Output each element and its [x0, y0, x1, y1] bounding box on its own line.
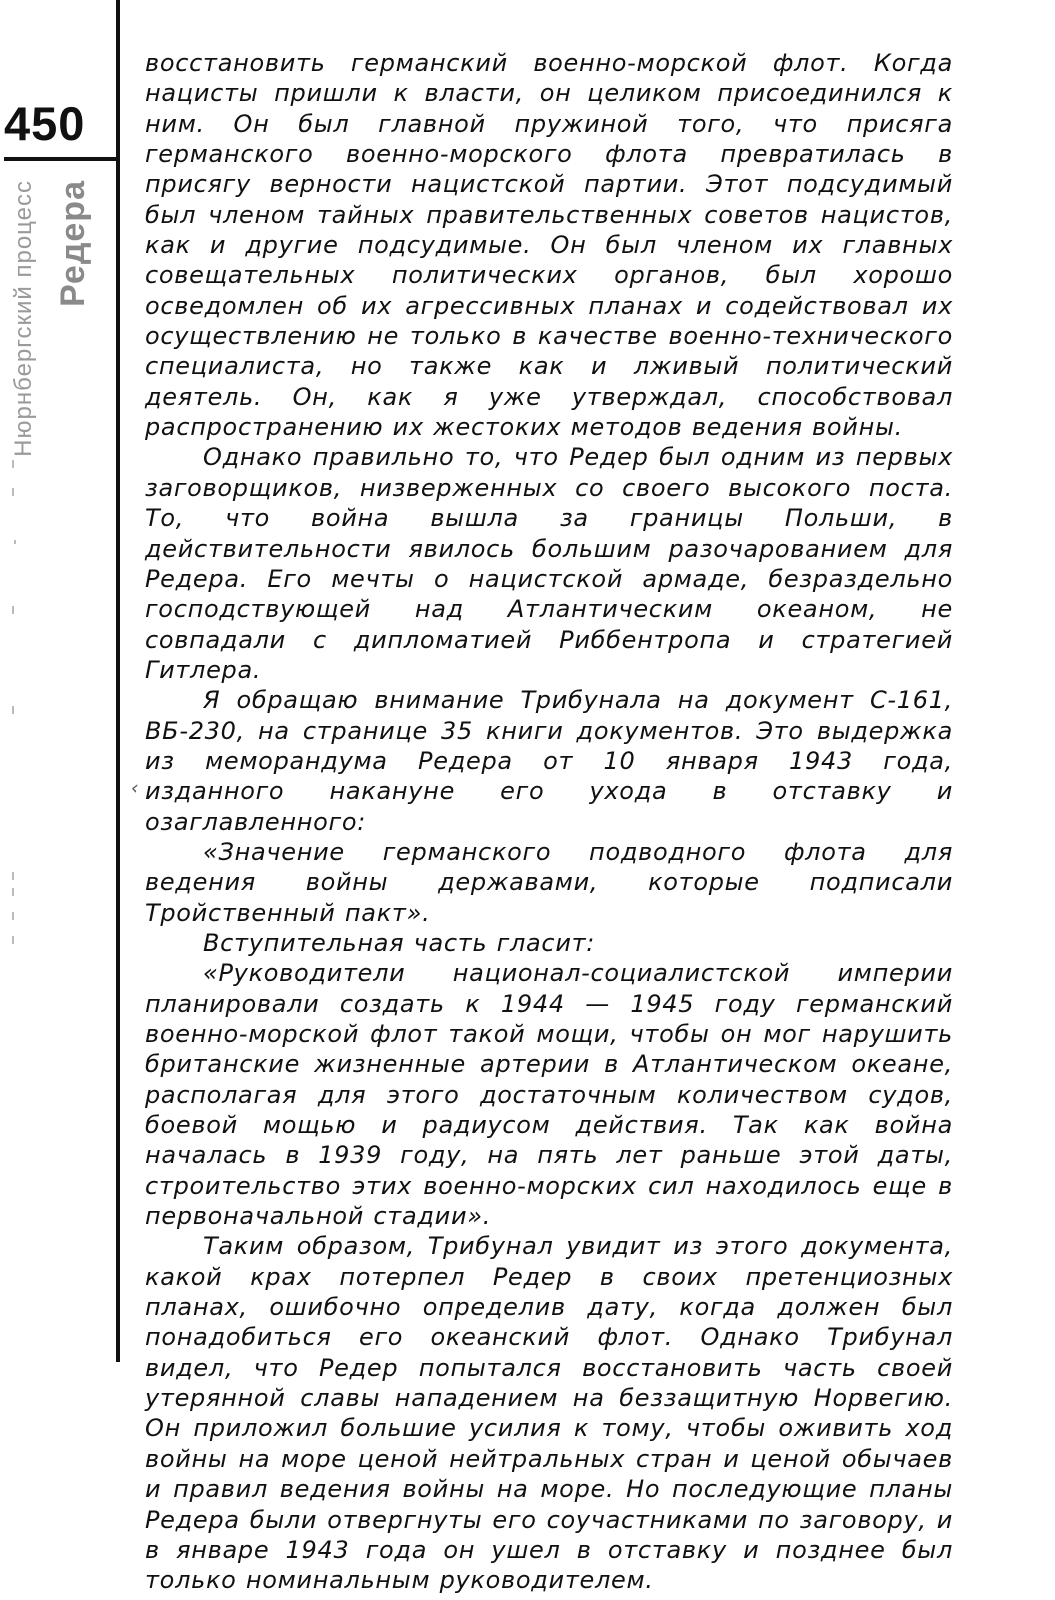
paragraph-3: Я обращаю внимание Трибунала на документ С-161, ВБ-230, на странице 35 книги документов. Это выдержка из меморандума Редера от 10 января 1943 года, изданного накануне его ухода в отставку и озаглавленного: [145, 686, 953, 836]
paragraph-5: Вступительная часть гласит: [203, 928, 596, 957]
paragraph-6-quote: «Руководители национал-социалистской империи планировали создать к 1944 — 1945 году германский военно-морской флот такой мощи, чтобы он мог нарушить британские жизненные артерии в Атлантическом океане, располагая для этого достаточным количеством судов, боевой мощью и радиусом действия. Так как война началась в 1939 году, на пять лет раньше этой даты, строительство этих военно-морских сил находилось еще в первоначальной стадии». [145, 959, 953, 1231]
margin-mark: ‹ [131, 777, 139, 799]
margin-vertical-rule [116, 0, 120, 1362]
paragraph-1: восстановить германский военно-морской флот. Когда нацисты пришли к власти, он целиком присоединился к ним. Он был главной пружиной того, что присяга германского военно-морского флота превратилась в присягу верности нацистской партии. Этот подсудимый был членом тайных правительственных советов нацистов, как и другие подсудимые. Он был членом их главных совещательных политических органов, был хорошо осведомлен об их агрессивных планах и содействовал их осуществлению не только в качестве военно-технического специалиста, но также как и лживый политический деятель. Он, как я уже утверждал, способствовал распространению их жестоких методов ведения войны. [145, 49, 953, 442]
running-head-line-1: Нюрнбергский процесс [10, 180, 37, 457]
running-head-line-2: Редера [54, 180, 92, 307]
page-number: 450 [4, 97, 86, 150]
running-head [10, 180, 110, 480]
page-number-rule [4, 157, 116, 161]
paragraph-4-quote-title: «Значение германского подводного флота для ведения войны державами, которые подписали Тройственный пакт». [145, 837, 953, 927]
body-text [145, 48, 953, 1596]
paragraph-7: Таким образом, Трибунал увидит из этого документа, какой крах потерпел Редер в своих претенциозных планах, ошибочно определив дату, когда должен был понадобиться его океанский флот. Однако Трибунал видел, что Редер попытался восстановить часть своей утерянной славы нападением на беззащитную Норвегию. Он приложил большие усилия к тому, чтобы оживить ход войны на море ценой нейтральных стран и ценой обычаев и правил ведения войны на море. Но последующие планы Редера были отвергнуты его соучастниками по заговору, и в январе 1943 года он ушел в отставку и позднее был только номинальным руководителем. [145, 1232, 953, 1595]
paragraph-2: Однако правильно то, что Редер был одним из первых заговорщиков, низверженных со своего высокого поста. То, что война вышла за границы Польши, в действительности явилось большим разочарованием для Редера. Его мечты о нацистской армаде, безраздельно господствующей над Атлантическим океаном, не совпадали с дипломатией Риббентропа и стратегией Гитлера. [145, 443, 953, 684]
